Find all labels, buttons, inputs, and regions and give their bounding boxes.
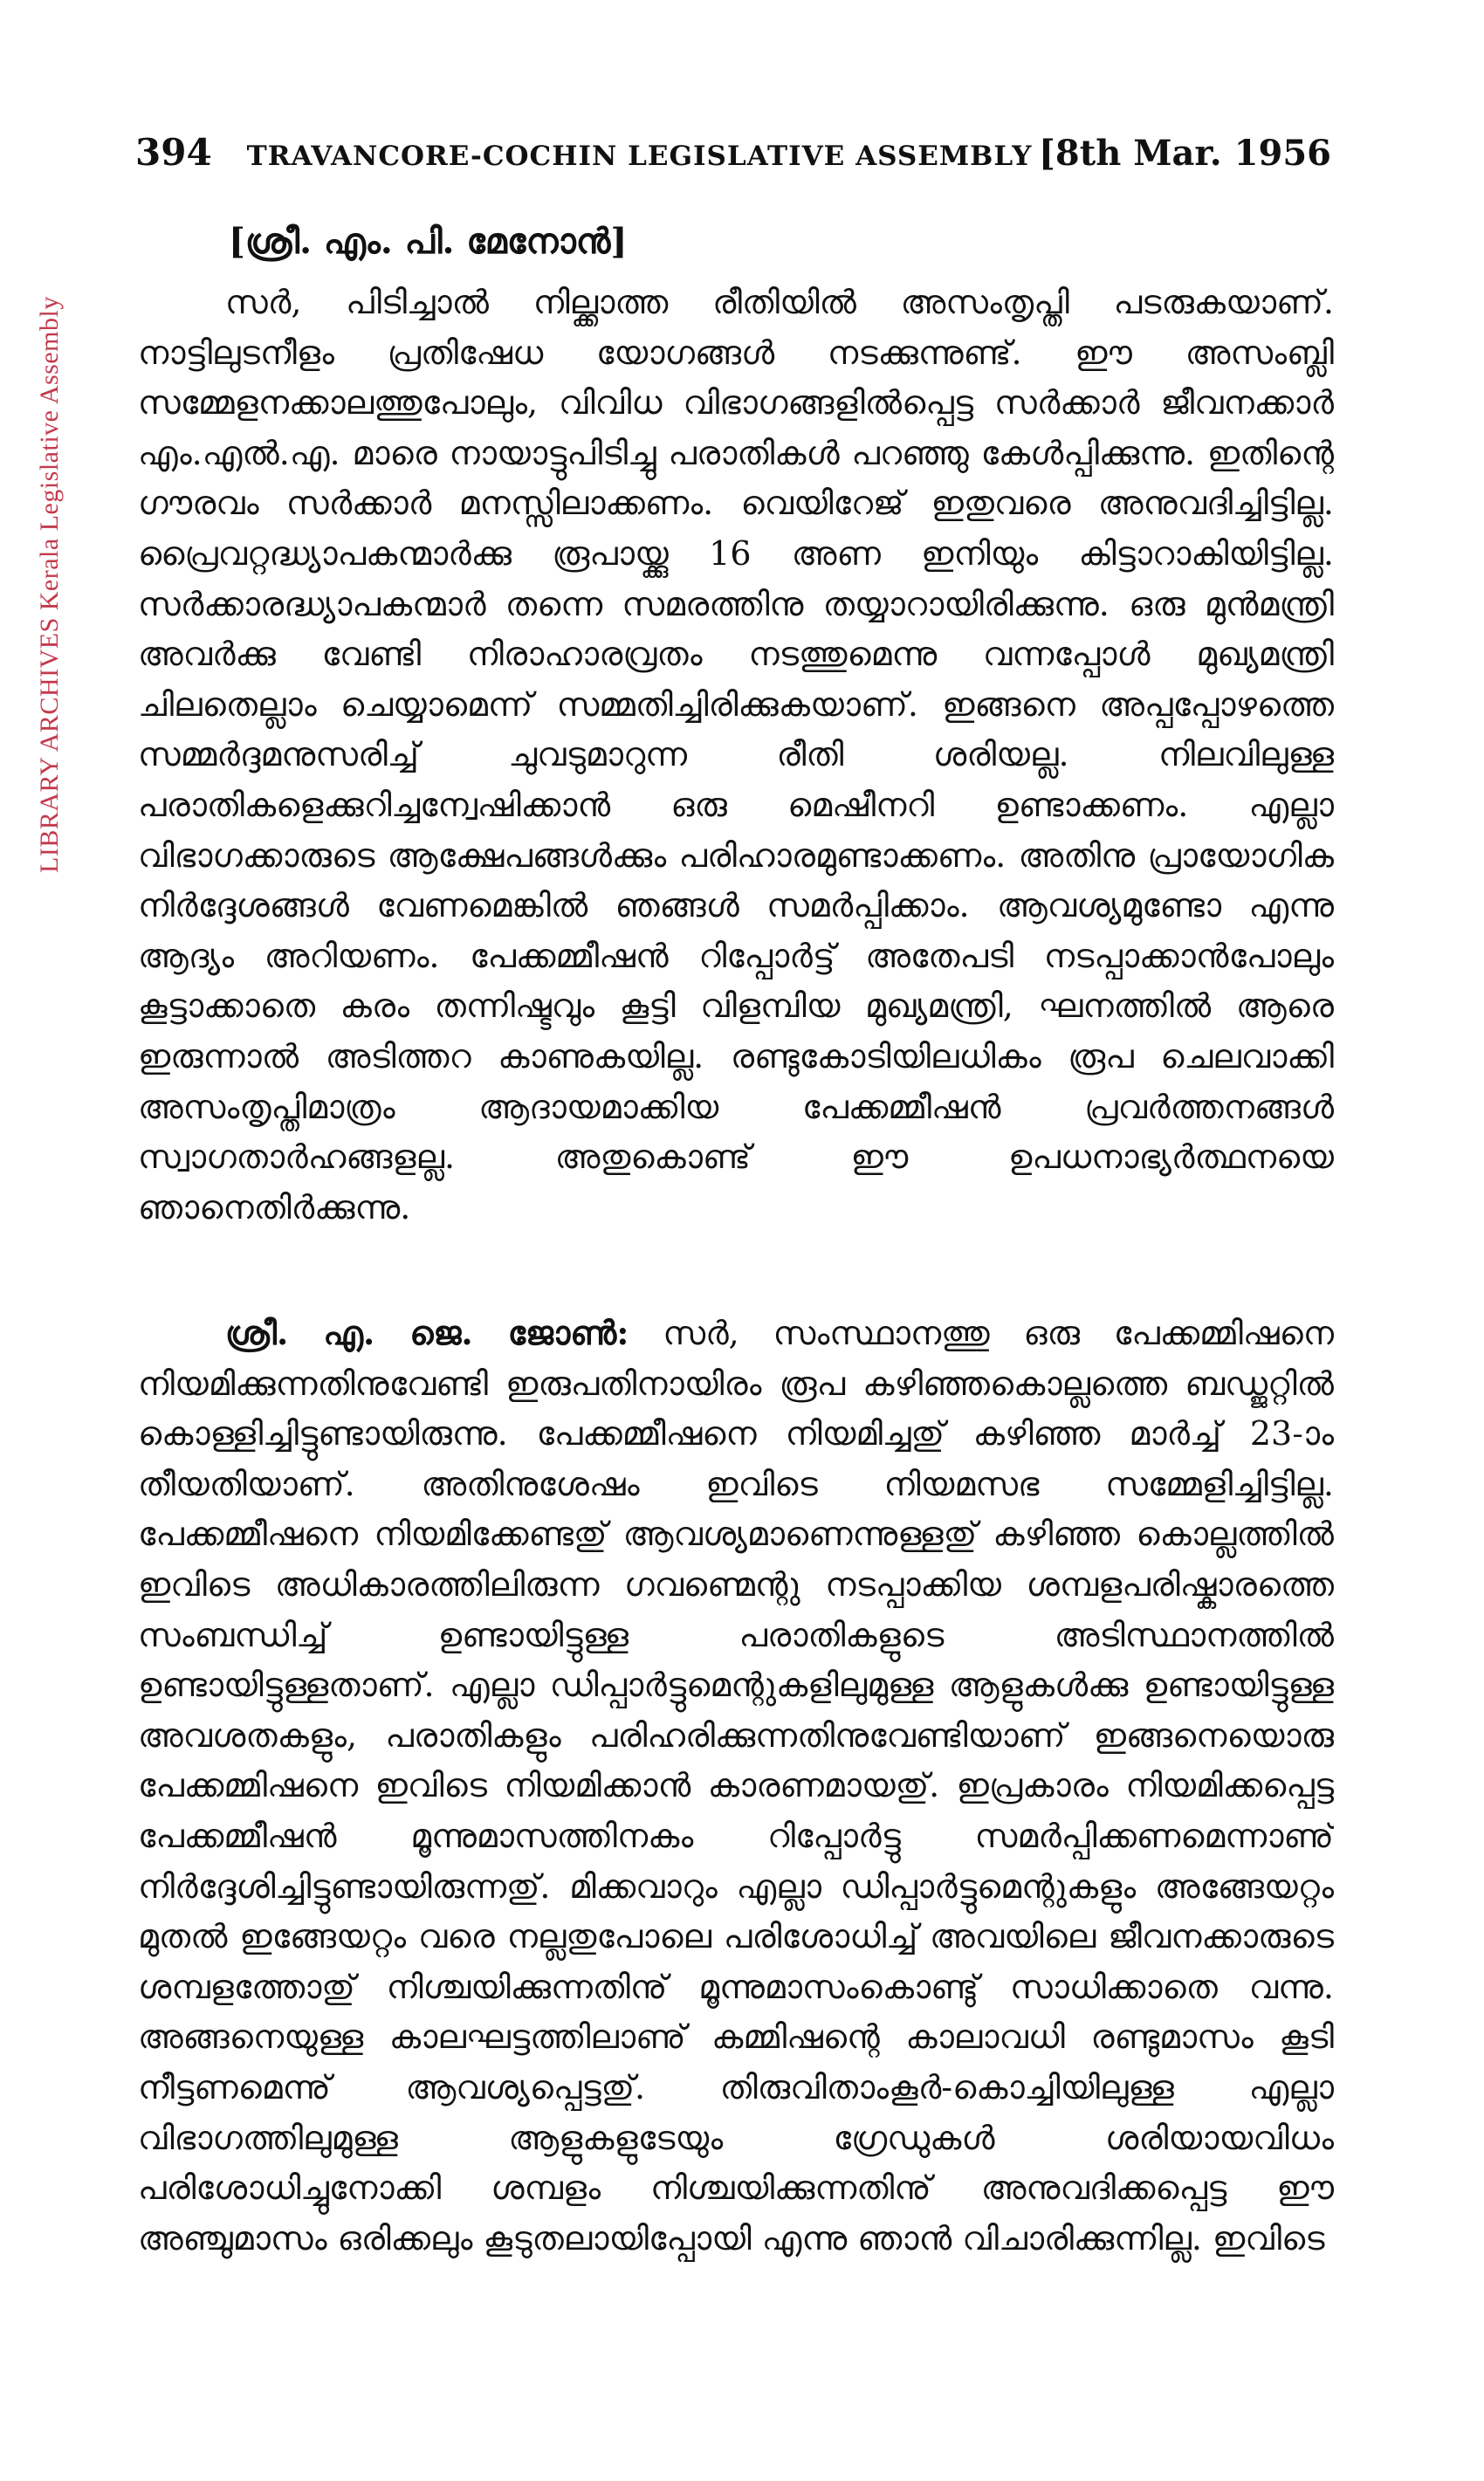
paragraph-menon bbox=[138, 278, 1334, 1292]
watermark-text: LIBRARY ARCHIVES Kerala Legislative Assembly bbox=[35, 296, 64, 873]
speaker-tag: [ശ്രീ. എം. പി. മേനോൻ] bbox=[229, 221, 628, 262]
assembly-title: TRAVANCORE-COCHIN LEGISLATIVE ASSEMBLY bbox=[246, 141, 1033, 172]
page-header bbox=[135, 131, 1331, 183]
paragraph-text: സർ, സംസ്ഥാനത്തു ഒരു പേക്കമ്മിഷനെ നിയമിക്കുന്നതിനുവേണ്ടി ഇരുപതിനായിരം രൂപ കഴിഞ്ഞകൊല്ലത്തെ ബഡ്ജറ്റിൽ കൊള്ളിച്ചിട്ടുണ്ടായിരുന്നു. പേക്കമ്മീഷനെ നിയമിച്ചതു് കഴിഞ്ഞ മാർച്ച് 23-ാംതീയതിയാണ്. അതിനുശേഷം ഇവിടെ നിയമസഭ സമ്മേളിച്ചിട്ടില്ല. പേക്കമ്മീഷനെ നിയമിക്കേണ്ടതു് ആവശ്യമാണെന്നുള്ളതു് കഴിഞ്ഞ കൊല്ലത്തിൽ ഇവിടെ അധികാരത്തിലിരുന്ന ഗവണ്മെന്റു നടപ്പാക്കിയ ശമ്പളപരിഷ്കാരത്തെ സംബന്ധിച്ച് ഉണ്ടായിട്ടുള്ള പരാതികളുടെ അടിസ്ഥാനത്തിൽ ഉണ്ടായിട്ടുള്ളതാണ്. എല്ലാ ഡിപ്പാർട്ടുമെന്റുകളിലുമുള്ള ആളുകൾക്കു ഉണ്ടായിട്ടുള്ള അവശതകളും, പരാതികളും പരിഹരിക്കുന്നതിനുവേണ്ടിയാണ് ഇങ്ങനെയൊരു പേക്കമ്മിഷനെ ഇവിടെ നിയമിക്കാൻ കാരണമായതു്. ഇപ്രകാരം നിയമിക്കപ്പെട്ട പേക്കമ്മീഷൻ മൂന്നുമാസത്തിനകം റിപ്പോർട്ടു സമർപ്പിക്കണമെന്നാണു് നിർദ്ദേശിച്ചിട്ടുണ്ടായിരുന്നതു്. മിക്കവാറും എല്ലാ ഡിപ്പാർട്ടുമെന്റുകളും അങ്ങേയറ്റം മുതൽ ഇങ്ങേയറ്റം വരെ നല്ലതുപോലെ പരിശോധിച്ച് അവയിലെ ജീവനക്കാരുടെ ശമ്പളത്തോതു് നിശ്ചയിക്കുന്നതിനു് മൂന്നുമാസംകൊണ്ടു് സാധിക്കാതെ വന്നു. അങ്ങനെയുള്ള കാലഘട്ടത്തിലാണു് കമ്മിഷന്റെ കാലാവധി രണ്ടുമാസം കൂടി നീട്ടണമെന്നു് ആവശ്യപ്പെട്ടതു്. തിരുവിതാംകൂർ-കൊച്ചിയിലുള്ള എല്ലാ വിഭാഗത്തിലുമുള്ള ആളുകളുടേയും ഗ്രേഡുകൾ ശരിയായവിധം പരിശോധിച്ചുനോക്കി ശമ്പളം നിശ്ചയിക്കുന്നതിനു് അനുവദിക്കപ്പെട്ട ഈ അഞ്ചുമാസം ഒരിക്കലും കൂടുതലായിപ്പോയി എന്നു ഞാൻ വിചാരിക്കുന്നില്ല. ഇവിടെ bbox=[138, 1314, 1334, 2258]
paragraph-john bbox=[138, 1308, 1334, 2447]
page-number: 394 bbox=[135, 131, 212, 174]
session-date: [8th Mar. 1956 bbox=[1038, 133, 1331, 174]
paragraph-text: സർ, പിടിച്ചാൽ നില്ക്കാത്ത രീതിയിൽ അസംതൃപ്തി പടരുകയാണ്. നാട്ടിലുടനീളം പ്രതിഷേധ യോഗങ്ങൾ നടക്കുന്നുണ്ട്. ഈ അസംബ്ലി സമ്മേളനക്കാലത്തുപോലും, വിവിധ വിഭാഗങ്ങളിൽപ്പെട്ട സർക്കാർ ജീവനക്കാർ എം.എൽ.എ. മാരെ നായാട്ടുപിടിച്ചു പരാതികൾ പറഞ്ഞു കേൾപ്പിക്കുന്നു. ഇതിന്റെ ഗൗരവം സർക്കാർ മനസ്സിലാക്കണം. വെയിറേജ് ഇതുവരെ അനുവദിച്ചിട്ടില്ല. പ്രൈവറ്റദ്ധ്യാപകന്മാർക്കു രൂപായ്ക്കു 16 അണ ഇനിയും കിട്ടാറാകിയിട്ടില്ല. സർക്കാരദ്ധ്യാപകന്മാർ തന്നെ സമരത്തിനു തയ്യാറായിരിക്കുന്നു. ഒരു മുൻമന്ത്രി അവർക്കു വേണ്ടി നിരാഹാരവ്രതം നടത്തുമെന്നു വന്നപ്പോൾ മുഖ്യമന്ത്രി ചിലതെല്ലാം ചെയ്യാമെന്ന് സമ്മതിച്ചിരിക്കുകയാണ്. ഇങ്ങനെ അപ്പപ്പോഴത്തെ സമ്മർദ്ദമനുസരിച്ച് ചുവടുമാറുന്ന രീതി ശരിയല്ല. നിലവിലുള്ള പരാതികളെക്കുറിച്ചന്വേഷിക്കാൻ ഒരു മെഷീനറി ഉണ്ടാക്കണം. എല്ലാ വിഭാഗക്കാരുടെ ആക്ഷേപങ്ങൾക്കും പരിഹാരമുണ്ടാക്കണം. അതിനു പ്രായോഗിക നിർദ്ദേശങ്ങൾ വേണമെങ്കിൽ ഞങ്ങൾ സമർപ്പിക്കാം. ആവശ്യമുണ്ടോ എന്നു ആദ്യം അറിയണം. പേക്കമ്മീഷൻ റിപ്പോർട്ട് അതേപടി നടപ്പാക്കാൻപോലും കൂട്ടാക്കാതെ കരം തന്നിഷ്ടവും കൂട്ടി വിളമ്പിയ മുഖ്യമന്ത്രി, ഘനത്തിൽ ആരെ ഇരുന്നാൽ അടിത്തറ കാണുകയില്ല. രണ്ടുകോടിയിലധികം രൂപ ചെലവാക്കി അസംതൃപ്തിമാത്രം ആദായമാക്കിയ പേക്കമ്മീഷൻ പ്രവർത്തനങ്ങൾ സ്വാഗതാർഹങ്ങളല്ല. അതുകൊണ്ട് ഈ ഉപധനാഭ്യർത്ഥനയെ ഞാനെതിർക്കുന്നു. bbox=[138, 283, 1334, 1227]
archive-watermark bbox=[35, 296, 87, 873]
speaker-name: ശ്രീ. എ. ജെ. ജോൺ: bbox=[225, 1313, 629, 1352]
